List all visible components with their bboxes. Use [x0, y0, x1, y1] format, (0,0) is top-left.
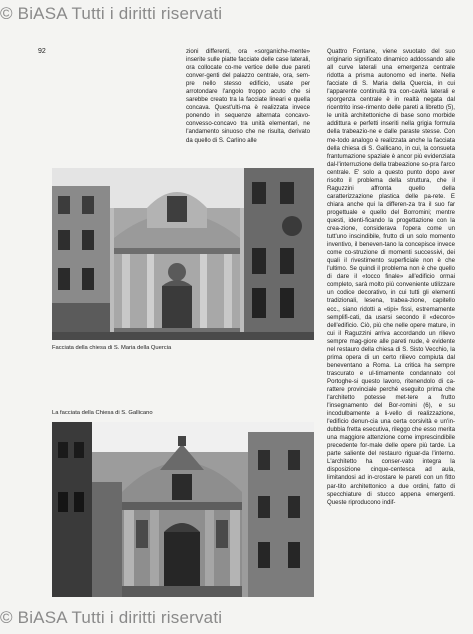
column-1-text: zioni differenti, ora «sorganiche-mente» inserite sulle piatte facciate delle case laterali, ora collocate co-me vertice delle due pareti conver-genti del palazzo centrale, ora, sem-pre nello stesso edificio, usate per arrotondare l'angolo troppo acuto che si sarebbe creato tra la facciate lineari e quella concava. Quest'ulti-ma è realizzata invece ponendo in sequenze alternata concavo-convesso-concavo tra unità elementari, ne l'andamento sinuoso che ne risulta, derivato da quello di S. Carlino alle	[186, 48, 310, 144]
photo-santa-maria-della-quercia	[52, 168, 314, 340]
photo-san-gallicano	[52, 422, 314, 597]
text-column-1	[186, 48, 310, 145]
page-number: 92	[38, 48, 46, 55]
text-column-2	[327, 48, 455, 507]
watermark-bottom: © BiASA Tutti i diritti riservati	[0, 608, 223, 627]
photo-caption-1: Facciata della chiesa di S. Maria della Quercia	[52, 345, 172, 351]
watermark-top: © BiASA Tutti i diritti riservati	[0, 4, 223, 23]
column-2-text: Quattro Fontane, viene svuotato del suo originario significato dinamico addossando alle all curve laterali una emergenza centrale ridotta a prisma autonomo ed inerte. Nella facciate di S. Maria della Quercia, in cui l'apparente continuità tra con-cavità laterali e sporgenza centrale è in realtà negata dal ricentrito inse-rimento delle pareti a libretto (5), le unità architettoniche di base sono morbide addittura e perfetti inseriti nella grigia formula della trabeazio-ne e dalle paraste stesse. Con me-todo analogo è realizzata anche la facciata della chiesa di S. Gallicano, in cui, la consueta frantumazione spaziale è ancor più evidenziata dal-l'interruzione della trabeazione so-pra l'arco centrale. E' solo a questo punto dopo aver risolto il problema della struttura, che il Raguzzini affronta quello della caratterizzazione plastica delle pa-rete. E chiara anche qui la differen-za tra il suo far progettuale e quello del Borromini; mentre questi, identi-ficando la progettazione con la crea-zione, considerava l'opera come un tutt'uno inscindibile, frutto di un solo momento inventivo, il beneven-tano la concepisce invece come co-struzione di momenti successivi, dei quali il rivestimento superficiale non è che l'ultimo. Se quindi il problema non è che quello di dare il «tocco finale» all'edificio ormai completo, sarà molto più conveniente utilizzare un codice decorativo, in cui tutti gli elementi tradizionali, lesena, trabea-zione, capitello ecc., siano ridotti a «tipi» fissi, estremamente semplifi-cati, da usarsi secondo il «decoro» dell'edificio. Ciò, più che nelle opere mature, in cui il Raguzzini arriva accordando un rilievo sempre mag-giore alle pareti nude, è evidente nel restauro della chiesa di S. Sisto Vecchio, la prima opera di un certo rilievo compiuta dal beneventano a Roma. La critica ha sempre trascurato e ul-timamente condannato col Portoghe-si questo lavoro, ritenendolo di ca-rattere provinciale perché eseguito prima che l'architetto potesse met-tere a frutto l'insegnamento del Bor-romini (6), e su incodulbamente a li-vello di realizzazione, l'edificio denun-cia una certa corsività e un'in-dubbia fretta esecutiva, rileggo che esso merita una maggiore attenzione come imprescindibile precedente for-male delle opere più tarde. La parte saliente del restauro riguar-da l'interno. L'architetto ha conser-vato integra la disposizione cinque-centesca ad aula, limitandosi ad in-crostare le pareti con un fitto par-tito architettonico a due ordini, fatto di specchiature di stucco appena emergenti. Queste riproducono indif-	[327, 48, 455, 506]
photo-caption-2: La facciata della Chiesa di S. Gallicano	[52, 410, 153, 416]
